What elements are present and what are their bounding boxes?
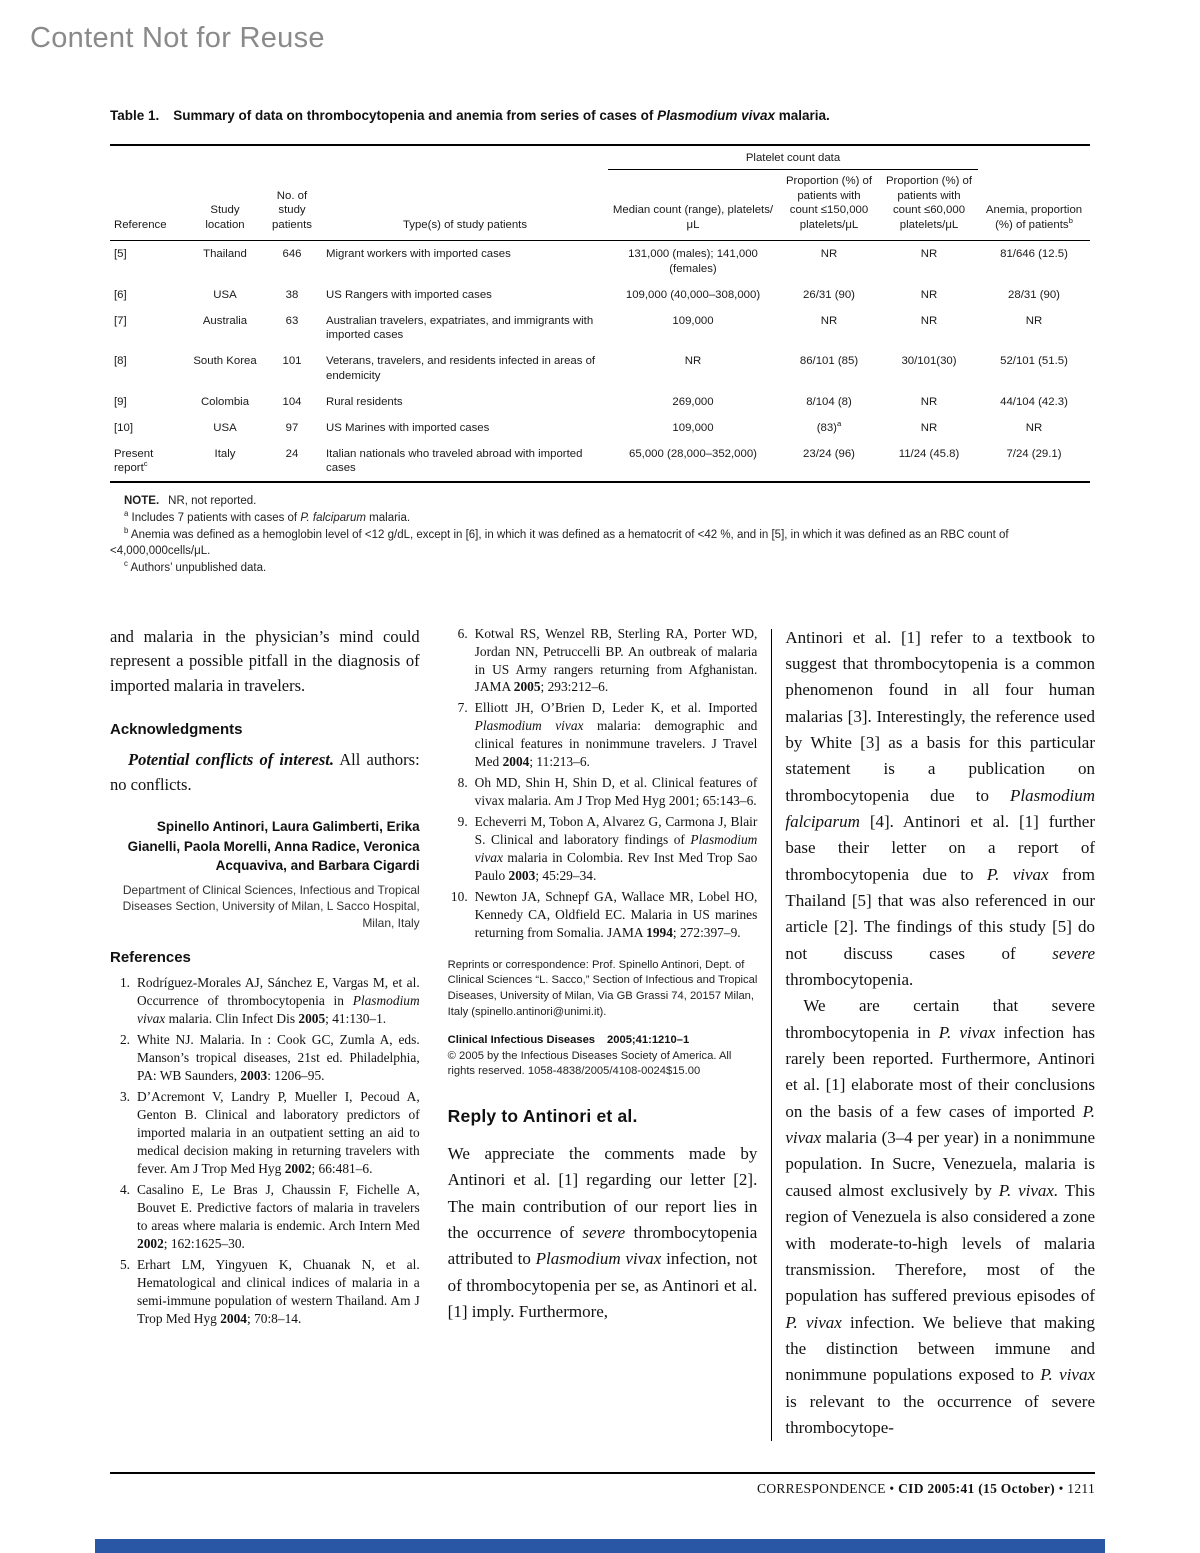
reference-number: 4.: [119, 1181, 130, 1197]
table-row: [110, 441, 1090, 483]
reference-item: [448, 699, 758, 771]
body-paragraph: and malaria in the physician’s mind could represent a possible pitfall in the diagnosis of imported malaria in travelers.: [110, 626, 420, 696]
cell-anemia: 28/31 (90): [1008, 288, 1060, 301]
cell-prop150: 26/31 (90): [803, 288, 855, 301]
reference-number: 5.: [119, 1256, 130, 1272]
reference-item: [110, 1256, 420, 1328]
cell-prop60: NR: [920, 421, 938, 434]
cell-prop60: NR: [920, 248, 938, 261]
watermark-text: Content Not for Reuse: [30, 22, 325, 54]
cell-prop150: NR: [820, 248, 838, 261]
reference-number: 10.: [450, 888, 468, 904]
body-paragraph: Antinori et al. [1] refer to a textbook to suggest that thrombocytopenia is a common phenomenon found in all four human malarias [3]. Interestingly, the reference used by White [3] as a basis for this particular statement is a publication on thrombocytopenia due to Plasmodium falciparum [4]. Antinori et al. [1] further base their letter on a report of thrombocytopenia due to P. vivax from Thailand [5] that was also referenced in our article [2]. The findings of this study [5] do not discuss cases of severe thrombocytopenia.: [785, 627, 1096, 990]
cell-location: Italy: [214, 447, 236, 460]
cell-patients: 646: [282, 248, 302, 261]
cell-patients: 104: [282, 395, 302, 408]
text-columns: [110, 625, 1095, 1442]
reference-text: Newton JA, Schnepf GA, Wallace MR, Lobel HO, Kennedy CA, Oldfield EC. Malaria in US marines returning from Somalia. JAMA 1994; 272:397–9.: [474, 888, 758, 940]
cell-location: South Korea: [193, 355, 257, 368]
bottom-blue-bar: [95, 1539, 1105, 1553]
cell-prop150: $(83)^a$: [816, 418, 842, 434]
cell-location: Thailand: [203, 248, 247, 261]
cell-anemia: 81/646 (12.5): [1000, 248, 1068, 261]
spanner-row: [110, 145, 1090, 169]
page-footer: CORRESPONDENCE • CID 2005:41 (15 October) • 1211: [757, 1481, 1095, 1496]
note-text: NR, not reported.: [168, 495, 257, 508]
cell-reference: [6]: [114, 288, 127, 301]
cell-prop60: 11/24 (45.8): [898, 447, 960, 460]
cell-patients: 63: [285, 314, 299, 327]
cell-type: Veterans, travelers, and residents infected in areas of endemicity: [326, 355, 596, 383]
cell-patients: 38: [285, 288, 299, 301]
reference-item: [110, 1031, 420, 1085]
table-caption-label: Table 1.: [110, 108, 160, 123]
cell-type: Australian travelers, expatriates, and immigrants with imported cases: [326, 314, 594, 342]
cell-type: US Marines with imported cases: [326, 421, 490, 434]
table-row: [110, 415, 1090, 441]
cell-prop150: NR: [820, 314, 838, 327]
cell-type: Migrant workers with imported cases: [326, 248, 511, 261]
reference-item: [448, 774, 758, 810]
note-label: NOTE.: [124, 495, 160, 508]
cell-location: USA: [213, 421, 237, 434]
footnote-a: $^a$ Includes 7 patients with cases of P. falciparum malaria.: [124, 509, 411, 524]
references-heading: References: [110, 949, 191, 967]
reference-text: White NJ. Malaria. In : Cook GC, Zumla A, eds. Manson’s tropical diseases, 21st ed. Philadelphia, PA: WB Saunders, 2003: 1206–95.: [137, 1032, 420, 1084]
reference-number: 1.: [119, 975, 130, 991]
cell-prop150: 8/104 (8): [806, 395, 852, 408]
table-header-row: [110, 169, 1090, 240]
body-paragraph: We are certain that severe thrombocytopenia in P. vivax infection has rarely been reported. Furthermore, Antinori et al. [1] elaborate most of their conclusions on the basis of a few cases of imported P. vivax malaria (3–4 per year) in a nonimmune population. In Sucre, Venezuela, malaria is caused almost exclusively by P. vivax. This region of Venezuela is also considered a zone with moderate-to-high levels of malaria transmission. Therefore, most of the population has suffered previous episodes of P. vivax infection. We believe that making the distinction between immune and nonimmune populations exposed to P. vivax is relevant to the occurrence of severe thrombocytope-: [785, 996, 1096, 1437]
footer-rule: [110, 1472, 1095, 1474]
table-row: [110, 389, 1090, 415]
cell-prop60: NR: [920, 395, 938, 408]
table-row: [110, 308, 1090, 349]
column-middle: [448, 625, 758, 1442]
journal-title: Clinical Infectious Diseases: [447, 1033, 596, 1046]
cell-location: USA: [213, 288, 237, 301]
col-header-location: Study location: [188, 169, 262, 240]
cell-patients: 97: [285, 421, 299, 434]
reference-number: 7.: [457, 700, 468, 716]
page-content: [110, 108, 1095, 1441]
reference-list-1-5: [110, 974, 420, 1327]
table-note: [110, 493, 1090, 576]
col-header-anemia: Anemia, proportion (%) of patients$^b$: [978, 169, 1090, 240]
reference-text: D’Acremont V, Landry P, Mueller I, Pecoud A, Genton B. Clinical and laboratory predictors of imported malaria in an outpatient setting an aid to medical decision making in returning travelers with fever. Am J Trop Med Hyg 2002; 66:481–6.: [137, 1089, 420, 1176]
reprints-note: Reprints or correspondence: Prof. Spinello Antinori, Dept. of Clinical Sciences “L. Sacco,” Section of Infectious and Tropical Diseases, University of Milan, Via GB Grassi 74, 20157 Milan, Italy (spinello.antinori@unimi.it).: [447, 958, 758, 1018]
table-row: [110, 241, 1090, 282]
col-header-median: Median count (range), platelets/μL: [608, 169, 778, 240]
cell-median: NR: [684, 355, 702, 368]
platelet-count-spanner: Platelet count data: [608, 145, 978, 169]
cell-anemia: 52/101 (51.5): [1000, 355, 1068, 368]
spanner-spacer: [978, 145, 1090, 169]
col-header-patients: No. of study patients: [262, 169, 322, 240]
cell-type: Rural residents: [326, 395, 403, 408]
cell-anemia: NR: [1025, 421, 1043, 434]
cell-reference: [10]: [114, 421, 133, 434]
author-list: Spinello Antinori, Laura Galimberti, Erika Gianelli, Paola Morelli, Anna Radice, Veronica Acquaviva, and Barbara Cigardi: [127, 819, 420, 873]
reference-item: [448, 813, 758, 885]
cell-prop150: 23/24 (96): [803, 447, 855, 460]
cell-anemia: 44/104 (42.3): [1000, 395, 1068, 408]
col-header-prop150: Proportion (%) of patients with count ≤150,000 platelets/μL: [778, 169, 880, 240]
reference-text: Kotwal RS, Wenzel RB, Sterling RA, Porter WD, Jordan NN, Petruccelli BP. An outbreak of malaria in US Army rangers returning from Afghanistan. JAMA 2005; 293:212–6.: [474, 625, 758, 695]
reference-text: Oh MD, Shin H, Shin D, et al. Clinical features of vivax malaria. Am J Trop Med Hyg 2001; 65:143–6.: [474, 775, 758, 809]
cell-type: Italian nationals who traveled abroad with imported cases: [326, 447, 583, 475]
reference-item: [448, 888, 758, 942]
cell-median: 269,000: [672, 395, 714, 408]
cell-anemia: NR: [1025, 314, 1043, 327]
reference-item: [110, 1181, 420, 1253]
column-left: [110, 625, 420, 1442]
cell-median: 109,000: [672, 314, 714, 327]
reference-item: [110, 1088, 420, 1178]
cell-reference: [5]: [114, 248, 127, 261]
reference-number: 6.: [457, 625, 468, 641]
spanner-spacer: [110, 145, 608, 169]
col-header-prop60: Proportion (%) of patients with count ≤60,000 platelets/μL: [880, 169, 978, 240]
cell-type: US Rangers with imported cases: [326, 288, 492, 301]
note-line: [110, 493, 1090, 510]
table-1-block: [110, 108, 1095, 577]
journal-volume: 2005;41:1210–1: [607, 1033, 690, 1046]
table-row: [110, 348, 1090, 389]
cell-location: Australia: [202, 314, 248, 327]
footnote-b: $^b$ Anemia was defined as a hemoglobin level of <12 g/dL, except in [6], in which it was defined as a hematocrit of <42 %, and in [5], in which it was defined as an RBC count of <4,000,000cells/μL.: [110, 525, 1009, 558]
footnote-c: $^c$ Authors’ unpublished data.: [124, 559, 267, 574]
cell-anemia: 7/24 (29.1): [1006, 447, 1062, 460]
column-right: [785, 625, 1095, 1442]
column-divider: [771, 629, 772, 1441]
cell-location: Colombia: [200, 395, 250, 408]
reference-text: Elliott JH, O’Brien D, Leder K, et al. Imported Plasmodium vivax malaria: demographic and clinical features in nonimmune travelers. J Travel Med 2004; 11:213–6.: [474, 700, 758, 770]
cell-prop150: 86/101 (85): [799, 355, 859, 368]
cell-patients: 101: [282, 355, 302, 368]
cell-reference: Present report$^c$: [114, 447, 154, 475]
reference-text: Casalino E, Le Bras J, Chaussin F, Fichelle A, Bouvet E. Predictive factors of malaria in travelers to areas where malaria is endemic. Arch Intern Med 2002; 162:1625–30.: [137, 1181, 420, 1251]
data-table: [110, 144, 1090, 483]
cell-prop60: NR: [920, 288, 938, 301]
table-row: [110, 282, 1090, 308]
reference-text: Erhart LM, Yingyuen K, Chuanak N, et al. Hematological and clinical indices of malaria in a semi-immune population of western Thailand. Am J Trop Med Hyg 2004; 70:8–14.: [137, 1256, 420, 1326]
table-caption-text: Summary of data on thrombocytopenia and anemia from series of cases of Plasmodium vivax malaria.: [173, 108, 830, 123]
reference-text: Echeverri M, Tobon A, Alvarez G, Carmona J, Blair S. Clinical and laboratory findings of Plasmodium vivax malaria in Colombia. Rev Inst Med Trop Sao Paulo 2003; 45:29–34.: [474, 814, 758, 883]
cell-prop60: NR: [920, 314, 938, 327]
cell-median: 109,000 (40,000–308,000): [625, 288, 761, 301]
reply-heading: Reply to Antinori et al.: [447, 1105, 638, 1126]
reference-number: 2.: [119, 1032, 130, 1048]
cell-patients: 24: [285, 447, 299, 460]
copyright-notice: © 2005 by the Infectious Diseases Society of America. All rights reserved. 1058-4838/2005/4108-0024$15.00: [447, 1049, 732, 1078]
reference-number: 9.: [457, 814, 468, 830]
reference-item: [110, 974, 420, 1028]
cell-reference: [9]: [114, 395, 127, 408]
cell-reference: [7]: [114, 314, 127, 327]
journal-citation: [448, 1034, 758, 1046]
table-caption: [110, 108, 1095, 123]
cell-prop60: 30/101(30): [901, 355, 957, 368]
affiliation: Department of Clinical Sciences, Infectious and Tropical Diseases Section, University of Milan, L Sacco Hospital, Milan, Italy: [122, 882, 420, 930]
acknowledgments-heading: Acknowledgments: [110, 720, 243, 738]
reference-item: [448, 625, 758, 697]
reference-text: Rodríguez-Morales AJ, Sánchez E, Vargas M, et al. Occurrence of thrombocytopenia in Plasmodium vivax malaria. Clin Infect Dis 2005; 41:130–1.: [137, 975, 420, 1027]
col-header-reference: Reference: [110, 169, 188, 240]
reference-list-6-10: [448, 625, 758, 942]
reply-paragraph: We appreciate the comments made by Antinori et al. [1] regarding our letter [2]. The main contribution of our report lies in the occurrence of severe thrombocytopenia attributed to Plasmodium vivax infection, not of thrombocytopenia per se, as Antinori et al. [1] imply. Furthermore,: [447, 1143, 758, 1321]
cell-reference: [8]: [114, 355, 127, 368]
cell-median: 131,000 (males); 141,000 (females): [628, 248, 758, 275]
cell-median: 109,000: [672, 421, 714, 434]
reference-number: 3.: [119, 1089, 130, 1105]
reference-number: 8.: [457, 775, 468, 791]
conflicts-paragraph: Potential conflicts of interest. All authors: no conflicts.: [110, 749, 420, 794]
col-header-type: Type(s) of study patients: [322, 169, 608, 240]
cell-median: 65,000 (28,000–352,000): [629, 447, 757, 460]
